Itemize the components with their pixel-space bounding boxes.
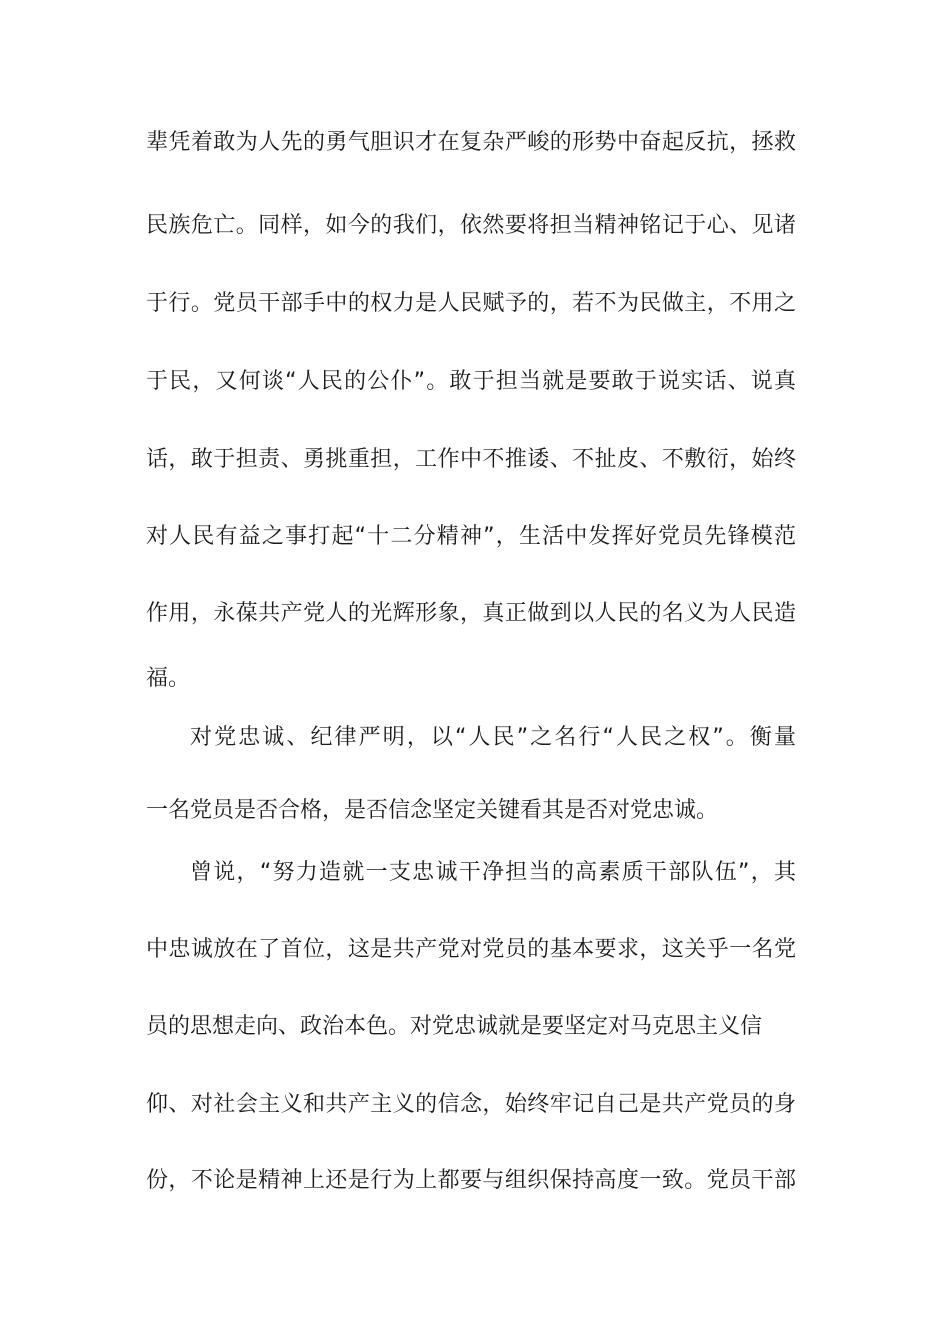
text-line: 对人民有益之事打起“十二分精神”，生活中发挥好党员先锋模范 xyxy=(146,524,796,549)
text-line: 份，不论是精神上还是行为上都要与组织保持高度一致。党员干部 xyxy=(146,1168,796,1193)
text-line: 辈凭着敢为人先的勇气胆识才在复杂严峻的形势中奋起反抗，拯救 xyxy=(146,130,796,155)
text-line: 于行。党员干部手中的权力是人民赋予的，若不为民做主，不用之 xyxy=(146,291,796,316)
paragraph-first-line: 曾说，“努力造就一支忠诚干净担当的高素质干部队伍”，其 xyxy=(190,860,796,885)
text-line: 仰、对社会主义和共产主义的信念，始终牢记自己是共产党员的身 xyxy=(146,1092,796,1117)
text-line: 民族危亡。同样，如今的我们，依然要将担当精神铭记于心、见诸 xyxy=(146,213,796,238)
text-line: 福。 xyxy=(146,666,191,691)
text-line: 一名党员是否合格，是否信念坚定关键看其是否对党忠诚。 xyxy=(146,798,719,823)
text-line: 中忠诚放在了首位，这是共产党对党员的基本要求，这关乎一名党 xyxy=(146,937,796,962)
text-line: 于民，又何谈“人民的公仆”。敢于担当就是要敢于说实话、说真 xyxy=(146,369,796,394)
text-line: 作用，永葆共产党人的光辉形象，真正做到以人民的名义为人民造 xyxy=(146,601,796,626)
text-line: 员的思想走向、政治本色。对党忠诚就是要坚定对马克思主义信 xyxy=(146,1014,763,1039)
paragraph-first-line: 对党忠诚、纪律严明，以“人民”之名行“人民之权”。衡量 xyxy=(190,725,796,750)
text-line: 话，敢于担责、勇挑重担，工作中不推诿、不扯皮、不敷衍，始终 xyxy=(146,447,796,472)
